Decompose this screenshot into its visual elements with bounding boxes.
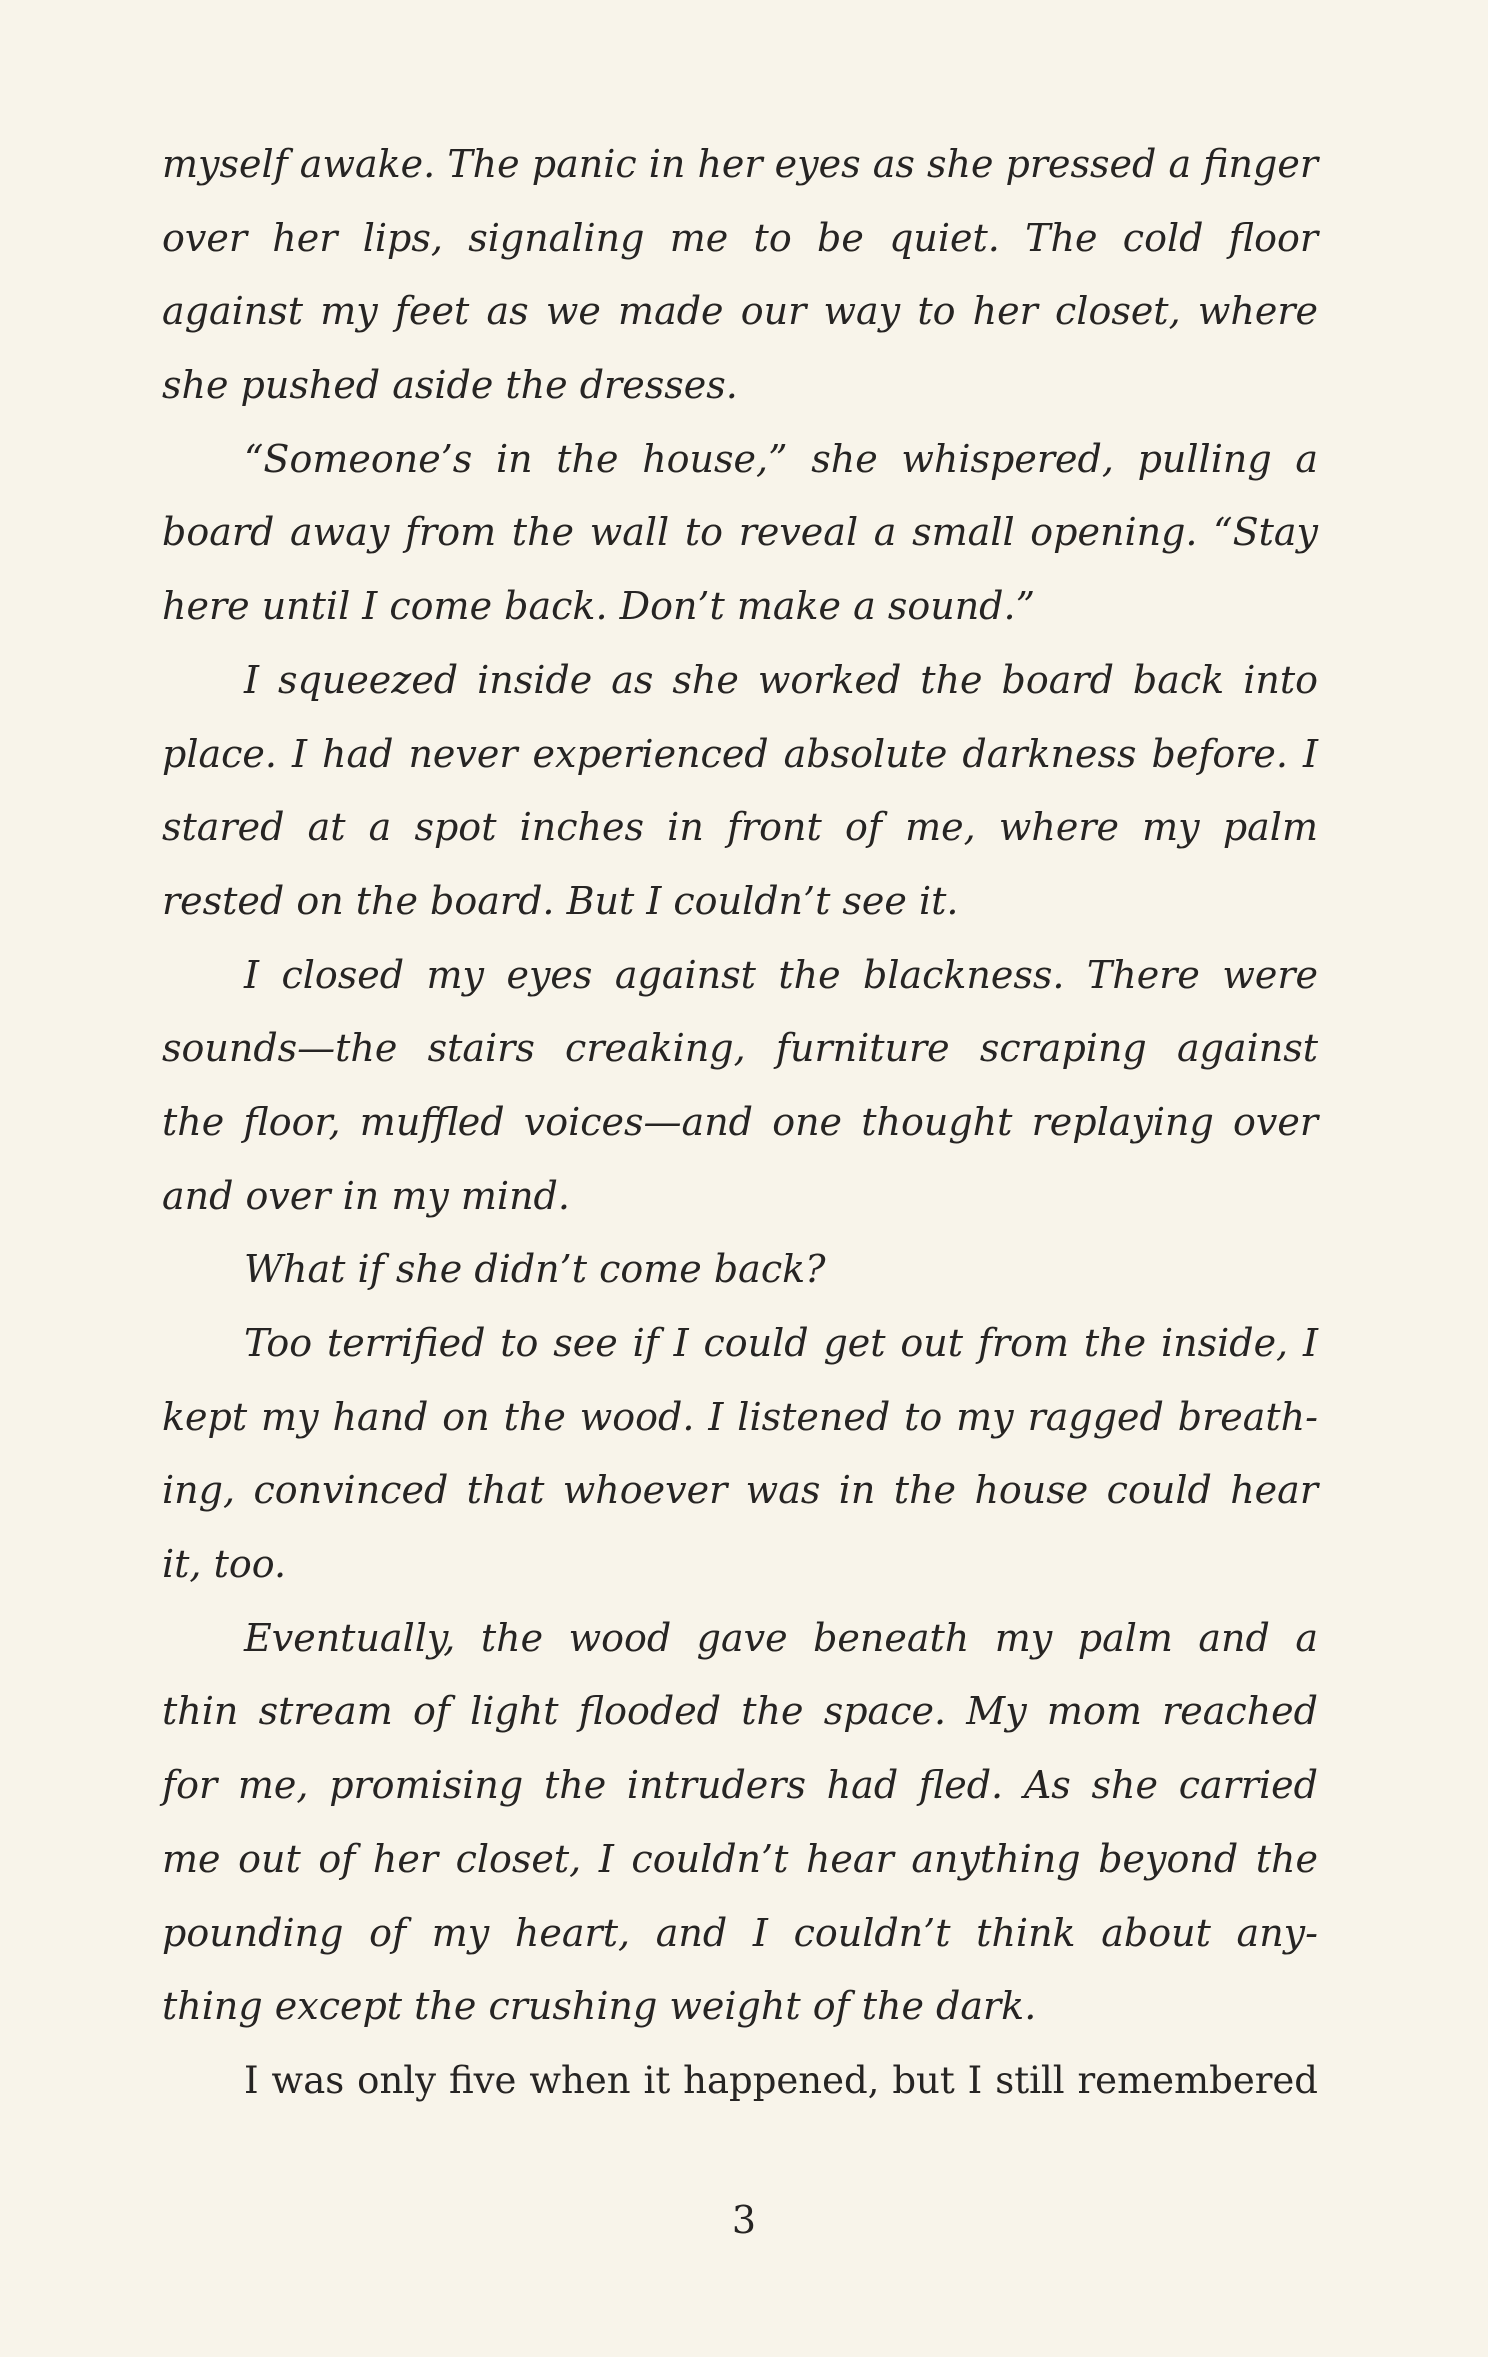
text-line: it, too. <box>162 1542 287 1587</box>
text-line: Eventually, the wood gave beneath my palm and a <box>244 1615 1318 1660</box>
text-line: over her lips, signaling me to be quiet. The cold floor <box>162 215 1318 260</box>
text-line: I squeezed inside as she worked the board back into <box>244 657 1318 702</box>
text-line: she pushed aside the dresses. <box>162 363 738 408</box>
text-line: against my feet as we made our way to her closet, where <box>162 289 1318 334</box>
text-line: thing except the crushing weight of the dark. <box>162 1984 1037 2029</box>
text-line: here until I come back. Don’t make a sound.” <box>162 584 1036 629</box>
text-line: me out of her closet, I couldn’t hear anything beyond the <box>162 1836 1318 1881</box>
text-line: stared at a spot inches in front of me, where my palm <box>162 805 1318 850</box>
text-line: thin stream of light flooded the space. My mom reached <box>162 1689 1318 1734</box>
text-line: I was only five when it happened, but I still remembered <box>244 2058 1318 2102</box>
text-line: ing, convinced that whoever was in the house could hear <box>162 1468 1318 1513</box>
body-text <box>162 128 1318 2118</box>
text-line: sounds—the stairs creaking, furniture scraping against <box>162 1026 1318 1071</box>
text-line: pounding of my heart, and I couldn’t think about any- <box>162 1910 1318 1955</box>
text-line: the floor, muffled voices—and one thought replaying over <box>162 1099 1318 1144</box>
text-line: Too terrified to see if I could get out from the inside, I <box>244 1321 1318 1365</box>
text-line: place. I had never experienced absolute darkness before. I <box>162 731 1318 776</box>
text-line: I closed my eyes against the blackness. There were <box>244 952 1318 997</box>
text-line: “Someone’s in the house,” she whispered, pulling a <box>244 436 1318 481</box>
text-line: and over in my mind. <box>162 1173 570 1218</box>
text-line: rested on the board. But I couldn’t see it. <box>162 878 959 923</box>
text-line: board away from the wall to reveal a small opening. “Stay <box>162 510 1318 555</box>
page-number: 3 <box>731 2198 757 2242</box>
text-line: What if she didn’t come back? <box>244 1247 826 1292</box>
text-line: kept my hand on the wood. I listened to my ragged breath- <box>162 1394 1318 1439</box>
text-line: for me, promising the intruders had fled. As she carried <box>162 1763 1318 1808</box>
text-line: myself awake. The panic in her eyes as she pressed a finger <box>162 142 1318 186</box>
